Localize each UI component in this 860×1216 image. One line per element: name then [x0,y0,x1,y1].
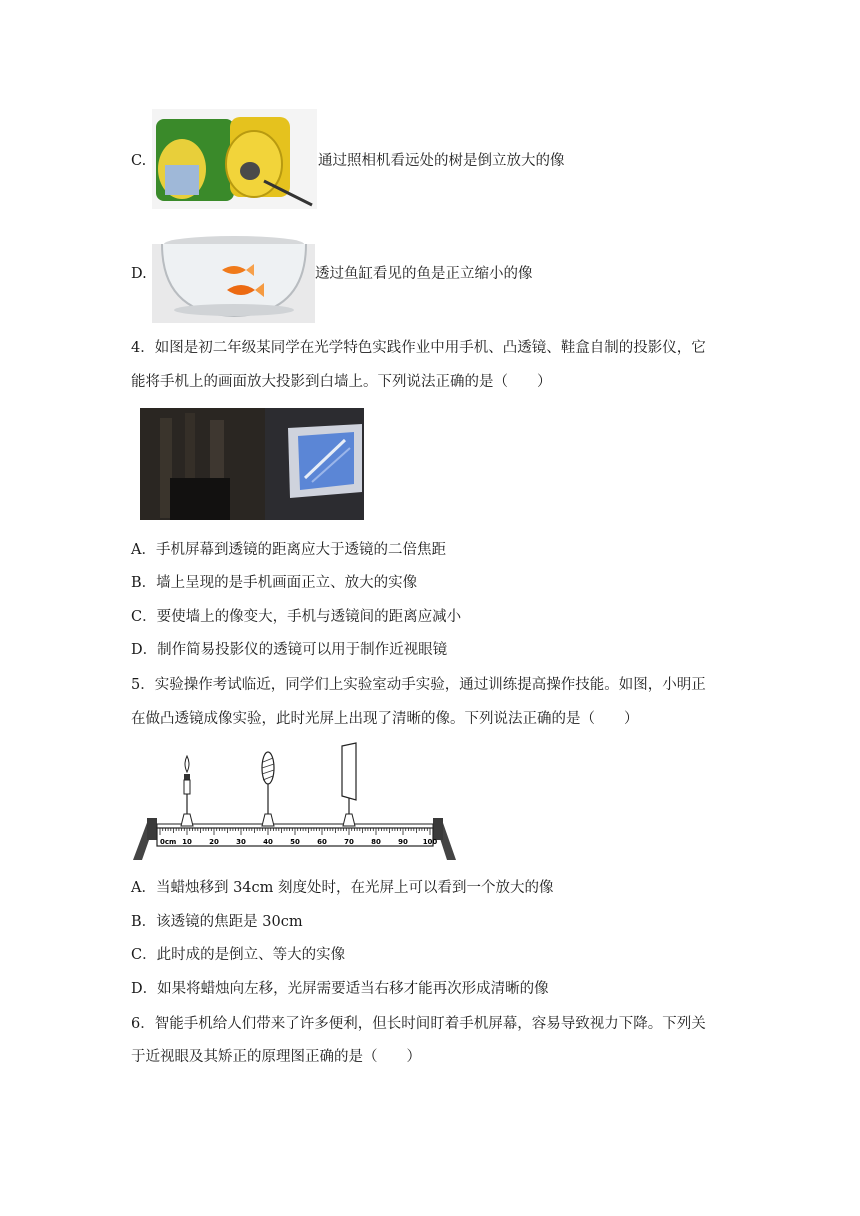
ruler-label: 30 [236,838,246,846]
fishbowl-image [152,222,315,323]
convex-lens [262,752,274,826]
ruler-label: 100 [422,838,438,846]
q6-stem-line2: 于近视眼及其矫正的原理图正确的是（ ） [131,1049,421,1065]
ruler-label: 50 [290,838,300,846]
ruler-label: 60 [317,838,327,846]
ruler-label: 40 [263,838,273,846]
q6-stem-line1: 6．智能手机给人们带来了许多便利，但长时间盯着手机屏幕，容易导致视力下降。下列关 [131,1016,706,1032]
option-d-text: 透过鱼缸看见的鱼是正立缩小的像 [315,266,533,282]
q5-option-b: B．该透镜的焦距是 30cm [131,914,303,930]
camera-image [152,109,317,209]
q4-option-a: A．手机屏幕到透镜的距离应大于透镜的二倍焦距 [131,542,446,558]
option-c-letter: C. [131,153,147,169]
projector-photo [140,408,364,520]
option-d-letter: D. [131,266,147,282]
q5-stem-line1: 5．实验操作考试临近，同学们上实验室动手实验，通过训练提高操作技能。如图，小明正 [131,677,706,693]
ruler-label: 70 [344,838,354,846]
light-screen [342,743,356,826]
q5-stem-line2: 在做凸透镜成像实验，此时光屏上出现了清晰的像。下列说法正确的是（ ） [131,711,639,727]
q4-option-b: B．墙上呈现的是手机画面正立、放大的实像 [131,575,418,591]
q4-stem-line2: 能将手机上的画面放大投影到白墙上。下列说法正确的是（ ） [131,374,552,390]
q5-option-c: C．此时成的是倒立、等大的实像 [131,947,346,963]
optical-bench-diagram [130,742,460,864]
q4-stem-line1: 4．如图是初二年级某同学在光学特色实践作业中用手机、凸透镜、鞋盒自制的投影仪，它 [131,340,706,356]
ruler-label: 80 [371,838,381,846]
q4-option-c: C．要使墙上的像变大，手机与透镜间的距离应减小 [131,609,462,625]
ruler-label: 90 [398,838,408,846]
q5-option-a: A．当蜡烛移到 34cm 刻度处时，在光屏上可以看到一个放大的像 [131,880,554,896]
option-c-text: 通过照相机看远处的树是倒立放大的像 [318,153,565,169]
ruler-label: 20 [209,838,219,846]
ruler-label: 0cm [160,838,177,846]
ruler-label: 10 [182,838,192,846]
candle [181,756,193,826]
q5-option-d: D．如果将蜡烛向左移，光屏需要适当右移才能再次形成清晰的像 [131,981,549,997]
q4-option-d: D．制作简易投影仪的透镜可以用于制作近视眼镜 [131,642,448,658]
